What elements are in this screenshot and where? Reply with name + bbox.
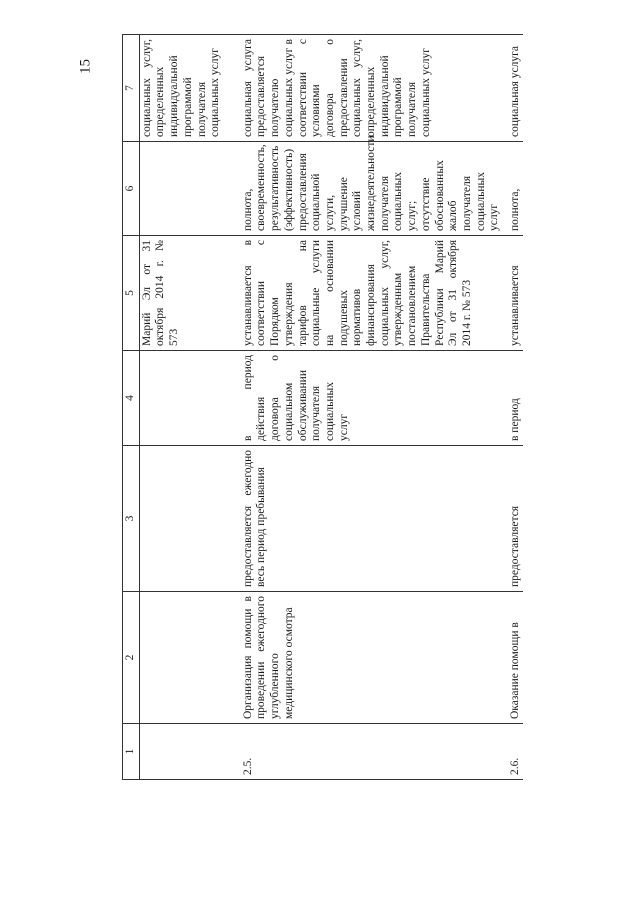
page-number: 15: [77, 59, 94, 74]
service-name: Организация помощи в проведении ежегодного углубленного медицинского осмотра: [235, 592, 502, 724]
service-term: в период действия договора о социальном обслуживании получателя социальных услуг: [235, 351, 502, 446]
table-cell: [139, 592, 235, 724]
column-number: 5: [123, 236, 140, 351]
service-term: в период: [502, 351, 523, 446]
table-cell: [139, 351, 235, 446]
table-cell: [139, 724, 235, 780]
service-tariff: устанавливается в соответствии с Порядком утверждения тарифов на социальные услуги на основании подушевых нормативов финансирования социальных услуг, утвержденным постановлением Правительства Республики Марий Эл от 31 октября 2014 г. № 573: [235, 236, 502, 351]
table-row: [235, 35, 502, 780]
service-tariff: устанавливается: [502, 236, 523, 351]
service-quality: полнота, своевременность, результативность (эффективность) предоставления социальной услуги, улучшение условий жизнедеятельности получателя социальных услуг; отсутствие обоснованных жалоб получателя социальных услуг: [235, 142, 502, 236]
services-table: [122, 34, 523, 780]
service-conditions: социальная услуга предоставляется получателю социальных услуг в соответствии с условиями договора о предоставлении социальных услуг, определенных индивидуальной программой получателя социальных услуг: [235, 35, 502, 142]
table-cell: Марий Эл от 31 октября 2014 г. № 573: [139, 236, 235, 351]
table-row: [502, 35, 523, 780]
row-number: 2.6.: [502, 724, 523, 780]
service-conditions: социальная услуга: [502, 35, 523, 142]
row-number: 2.5.: [235, 724, 502, 780]
table-cell: [139, 142, 235, 236]
rotated-page-content: [122, 35, 612, 780]
table-cell: социальных услуг, определенных индивидуальной программой получателя социальных услуг: [139, 35, 235, 142]
column-number: 4: [123, 351, 140, 446]
service-name: Оказание помощи в: [502, 592, 523, 724]
service-volume: предоставляется: [502, 446, 523, 592]
service-volume: предоставляется ежегодно весь период пребывания: [235, 446, 502, 592]
column-number: 7: [123, 35, 140, 142]
column-number: 6: [123, 142, 140, 236]
table-cell: [139, 446, 235, 592]
column-number: 2: [123, 592, 140, 724]
table-row: [139, 35, 235, 780]
service-quality: полнота,: [502, 142, 523, 236]
column-number: 3: [123, 446, 140, 592]
column-number-row: [123, 35, 140, 780]
column-number: 1: [123, 724, 140, 780]
